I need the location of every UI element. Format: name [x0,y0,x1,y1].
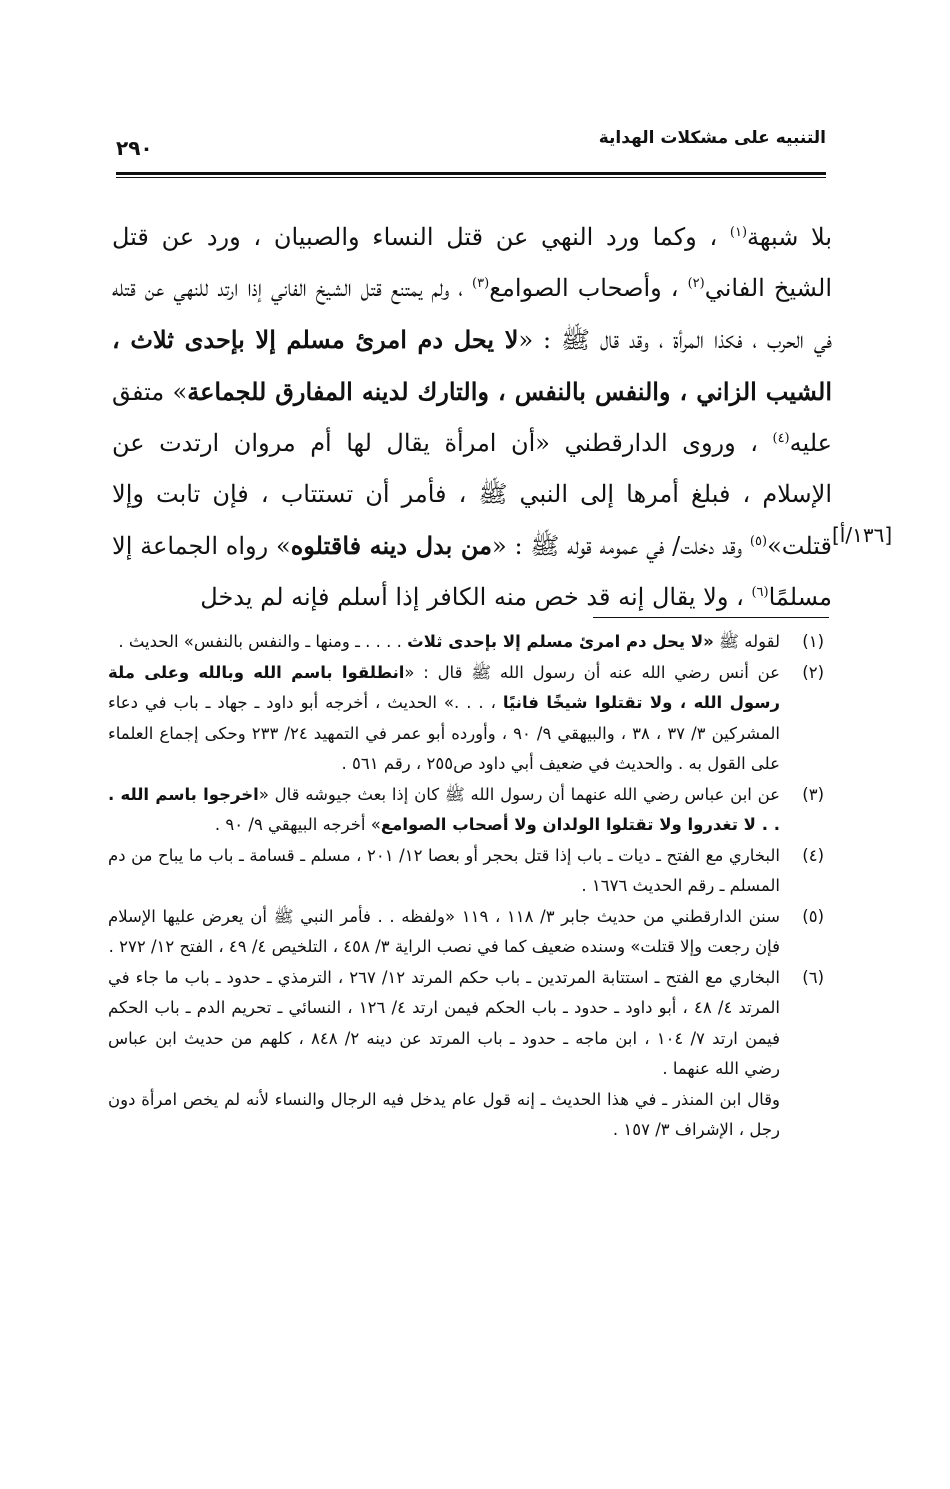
footnote-ref-4[interactable]: (٤) [772,431,790,446]
footnote-3 [108,780,824,841]
footnote-text: البخاري مع الفتح ـ ديات ـ باب إذا قتل بحجر أو بعصا ١٢/ ٢٠١ ، مسلم ـ قسامة ـ باب ما يباح من دم المسلم ـ رقم الحديث ١٦٧٦ . [108,845,781,895]
footnote-ref-1[interactable]: (١) [729,225,748,240]
footnote-ref-5[interactable]: (٥) [749,534,768,549]
footnote-6-continuation: وقال ابن المنذر ـ في هذا الحديث ـ إنه قول عام يدخل فيه الرجال والنساء لأنه لم يخص امرأة دون رجل ، الإشراف ٣/ ١٥٧ . [108,1089,780,1139]
text-segment: وقد دخلت/ في عمومه قوله ﷺ : « [491,532,750,560]
footnote-text: لقوله ﷺ [713,632,780,651]
text-segment: ، ولا يقال إنه قد خص منه الكافر إذا أسلم فإنه لم يدخل [200,583,752,611]
footnote-number: (٦) [802,967,824,987]
footnote-text: . . . . ـ ومنها ـ والنفس بالنفس» الحديث . [118,632,408,651]
header-rule-thick [116,172,826,175]
main-paragraph [112,212,832,623]
footnote-text: سنن الدارقطني من حديث جابر ٣/ ١١٨ ، ١١٩ «ولفظه . . فأمر النبي ﷺ أن يعرض عليها الإسلام فإن رجعت وإلا قتلت» وسنده ضعيف كما في نصب الراية ٣/ ٤٥٨ ، التلخيص ٤/ ٤٩ ، الفتح ١٢/ ٢٧٢ . [108,906,780,956]
footnote-1 [108,627,824,658]
footnote-quote: «لا يحل دم امرئ مسلم إلا بإحدى ثلاث [407,632,714,651]
footnote-text: ، . . .» الحديث ، أخرجه أبو داود ـ جهاد ـ باب في دعاء المشركين ٣/ ٣٧ ، ٣٨ ، والبيهقي ٩/ ٩٠ ، وأورده أبو عمر في التمهيد ٢٤/ ٢٣٣ وحكى إجماع العلماء على القول به . والحديث في ضعيف أبي داود ص٢٥٥ ، رقم ٥٦١ . [108,693,780,773]
footnote-number: (٢) [802,662,824,682]
footnote-separator [593,617,829,618]
page-header [116,128,826,168]
footnote-5 [108,902,824,963]
text-segment: ، وكما ورد النهي عن قتل النساء والصبيان ، ورد عن قتل الشيخ الفاني [112,223,832,302]
footnote-quote: انطلقوا باسم الله وبالله وعلى ملة رسول الله ، ولا تقتلوا شيخًا فانيًا [108,662,780,712]
footnote-text: » أخرجه البيهقي ٩/ ٩٠ . [214,815,381,834]
footnote-text: البخاري مع الفتح ـ استتابة المرتدين ـ باب حكم المرتد ١٢/ ٢٦٧ ، الترمذي ـ حدود ـ باب ما جاء في المرتد ٤/ ٤٨ ، أبو داود ـ حدود ـ باب الحكم فيمن ارتد ٤/ ١٢٦ ، النسائي ـ تحريم الدم ـ باب الحكم فيمن ارتد ٧/ ١٠٤ ، ابن ماجه ـ حدود ـ باب المرتد عن دينه ٢/ ٨٤٨ ، كلهم من حديث ابن عباس رضي الله عنهما . [108,967,781,1078]
footnote-quote: اخرجوا باسم الله . . . لا تغدروا ولا تقتلوا الولدان ولا أصحاب الصوامع [108,784,780,834]
text-segment: ، ولم يمتنع قتل الشيخ الفاني إذا ارتد للنهي عن قتله في الحرب ، فكذا المرأة ، وقد قال ﷺ : « [112,274,832,354]
footnote-6 [108,963,824,1085]
main-text [112,212,832,623]
text-segment: » رواه الجماعة إلا مسلمًا [112,532,832,611]
footnotes [108,627,824,1146]
footnote-ref-2[interactable]: (٢) [687,276,705,291]
footnote-number: (٥) [802,906,824,926]
footnote-number: (١) [802,632,824,651]
hadith-quote-2: من بدل دينه فاقتلوه [290,531,492,560]
text-segment: ، وروى الدارقطني «أن امرأة يقال لها أم مروان ارتدت عن الإسلام ، فبلغ أمرها إلى النبي ﷺ ، فأمر أن تستتاب ، فإن تابت وإلا قتلت» [112,429,832,560]
text-segment: » متفق عليه [112,378,832,457]
book-title: التنبيه على مشكلات الهداية [598,128,826,148]
header-rule-thin [116,177,826,178]
footnote-ref-3[interactable]: (٣) [472,276,490,291]
footnote-text: عن ابن عباس رضي الله عنهما أن رسول الله ﷺ كان إذا بعث جيوشه قال « [258,784,780,804]
footnote-number: (٤) [802,845,824,865]
text-segment: بلا شبهة [747,223,832,251]
hadith-quote-1: لا يحل دم امرئ مسلم إلا بإحدى ثلاث ، الشيب الزاني ، والنفس بالنفس ، والتارك لدينه المفارق للجماعة [112,325,832,406]
footnote-text: عن أنس رضي الله عنه أن رسول الله ﷺ قال : « [404,662,780,682]
footnote-number: (٣) [802,784,824,804]
manuscript-folio-ref: [١٣٦/أ] [832,523,893,547]
footnote-2 [108,658,824,780]
footnote-4 [108,841,824,902]
page-number: ٢٩٠ [116,136,153,160]
footnote-ref-6[interactable]: (٦) [751,585,769,600]
text-segment: ، وأصحاب الصوامع [489,274,688,302]
